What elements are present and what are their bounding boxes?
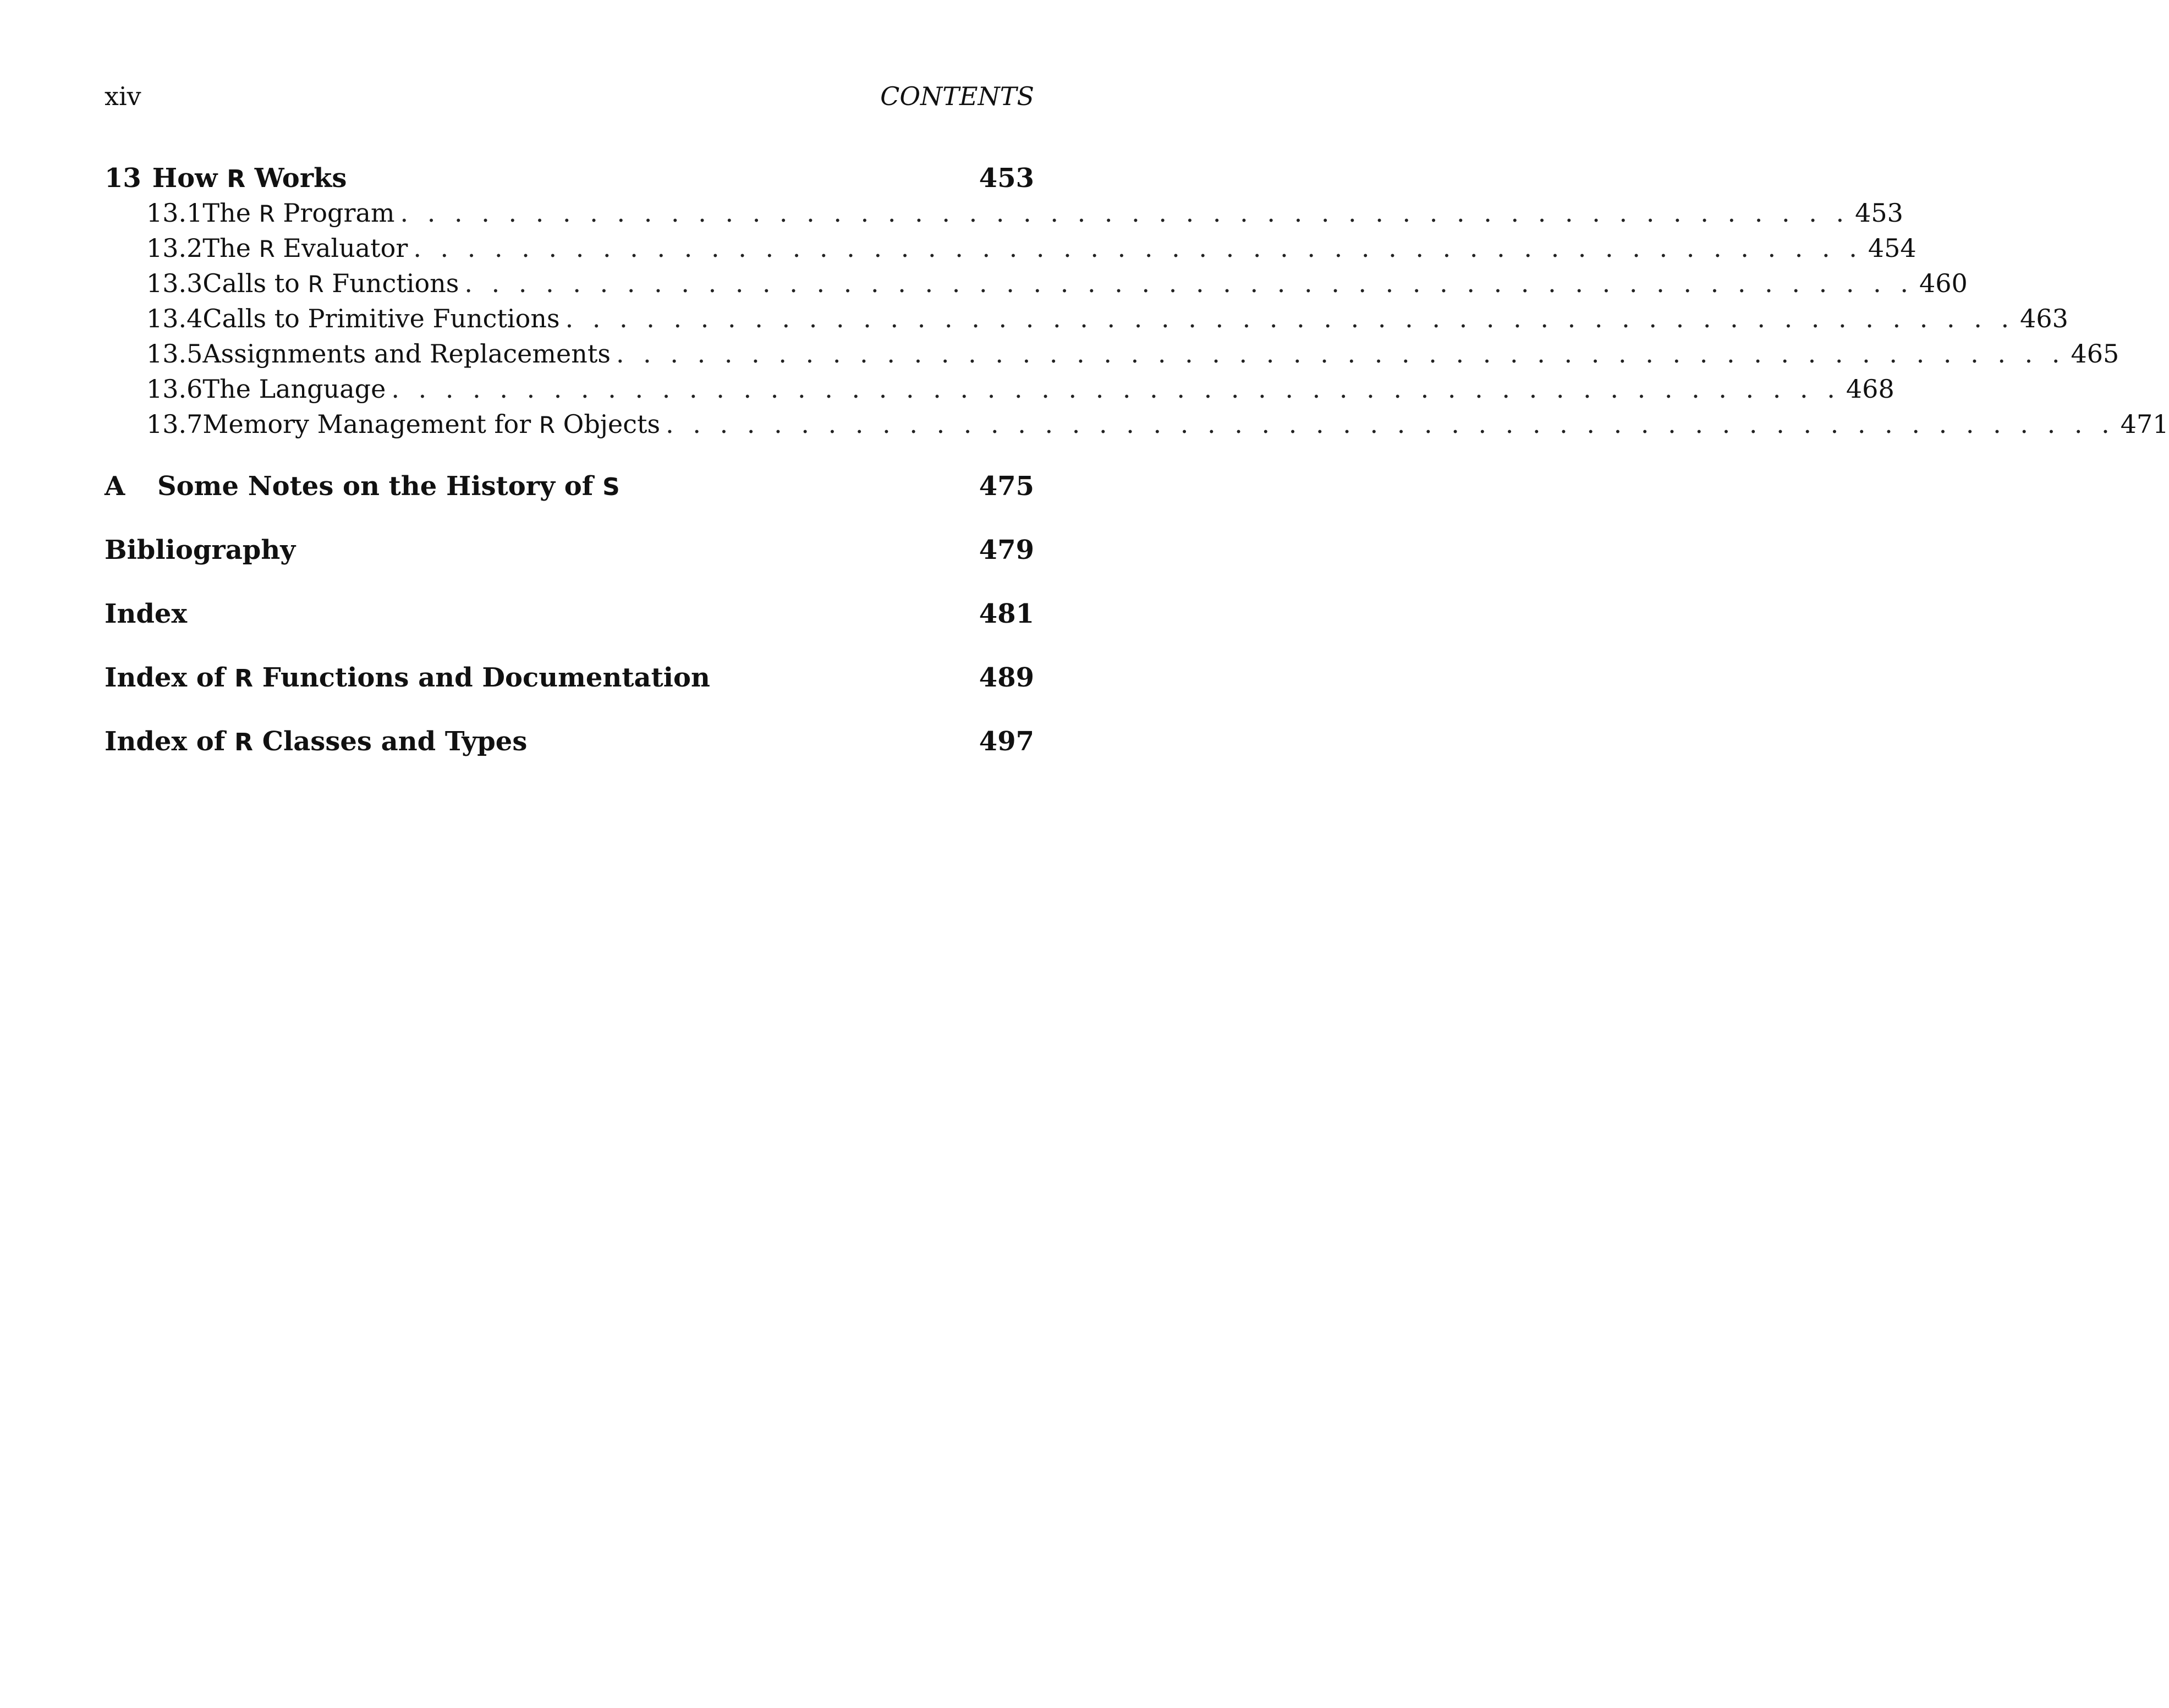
chapter-title: How R Works [152,163,347,194]
section-page: 454 [1868,233,1917,263]
page-header [105,81,1034,114]
section-page: 453 [1855,198,1903,228]
chapter-number: 13 [105,163,141,194]
dot-leader: . . . . . . . . . . . . . . . . . . . . . . . . . . . . . . . . . . . . . . . . . . . . . . . . . . . . . . [413,233,1863,263]
section-number: 13.1 [146,198,203,228]
appendix-letter: A [105,471,125,502]
section-title: The R Evaluator [202,233,408,263]
section-title: Calls to Primitive Functions [202,304,560,333]
dot-leader: . . . . . . . . . . . . . . . . . . . . . . . . . . . . . . . . . . . . . . . . . . . . . . . . . . . . . . [464,268,1914,298]
section-title: Memory Management for R Objects [202,409,661,439]
index-classes-entry[interactable] [105,726,1034,790]
chapter-page: 453 [979,163,1034,194]
section-number: 13.7 [146,409,203,439]
index-classes-title: Index of R Classes and Types [105,726,528,757]
section-page: 460 [1919,268,1968,298]
index-functions-entry[interactable] [105,662,1034,726]
section-page: 468 [1846,374,1895,404]
section-13-3-entry[interactable] [105,268,1968,304]
section-title: The Language [202,374,386,404]
chapter-13-entry[interactable] [105,163,1034,198]
bibliography-page: 479 [979,535,1034,565]
section-13-5-entry[interactable] [105,339,2119,374]
dot-leader: . . . . . . . . . . . . . . . . . . . . . . . . . . . . . . . . . . . . . . . . . . . . . . . . . . . . . . [616,339,2066,369]
section-number: 13.5 [146,339,203,369]
table-of-contents [105,163,2169,790]
section-13-1-entry[interactable] [105,198,1903,233]
index-classes-page: 497 [979,726,1034,757]
section-page: 471 [2120,409,2169,439]
dot-leader: . . . . . . . . . . . . . . . . . . . . . . . . . . . . . . . . . . . . . . . . . . . . . . . . . . . . . . [400,198,1850,228]
section-page: 465 [2071,339,2119,369]
index-entry[interactable] [105,598,1034,662]
section-title: The R Program [202,198,395,228]
dot-leader: . . . . . . . . . . . . . . . . . . . . . . . . . . . . . . . . . . . . . . . . . . . . . . . . . . . . . . [391,374,1841,404]
section-13-6-entry[interactable] [105,374,1895,409]
bibliography-title: Bibliography [105,535,296,565]
dot-leader: . . . . . . . . . . . . . . . . . . . . . . . . . . . . . . . . . . . . . . . . . . . . . . . . . . . . . . [666,409,2115,439]
appendix-page: 475 [979,471,1034,502]
section-number: 13.2 [146,233,203,263]
index-functions-title: Index of R Functions and Documentation [105,662,710,693]
section-title: Assignments and Replacements [202,339,611,369]
section-page: 463 [2020,304,2068,333]
index-page: 481 [979,598,1034,629]
section-number: 13.3 [146,268,203,298]
index-title: Index [105,598,188,629]
section-13-7-entry[interactable] [105,409,2169,444]
appendix-a-entry[interactable] [105,471,1034,535]
section-title: Calls to R Functions [202,268,459,298]
bibliography-entry[interactable] [105,535,1034,598]
appendix-title: Some Notes on the History of S [157,471,620,502]
running-title: CONTENTS [880,81,1034,111]
section-number: 13.6 [146,374,203,404]
index-functions-page: 489 [979,662,1034,693]
page-number: xiv [105,81,141,111]
dot-leader: . . . . . . . . . . . . . . . . . . . . . . . . . . . . . . . . . . . . . . . . . . . . . . . . . . . . . . [565,304,2015,333]
section-13-2-entry[interactable] [105,233,1917,268]
section-number: 13.4 [146,304,203,333]
section-13-4-entry[interactable] [105,304,2068,339]
